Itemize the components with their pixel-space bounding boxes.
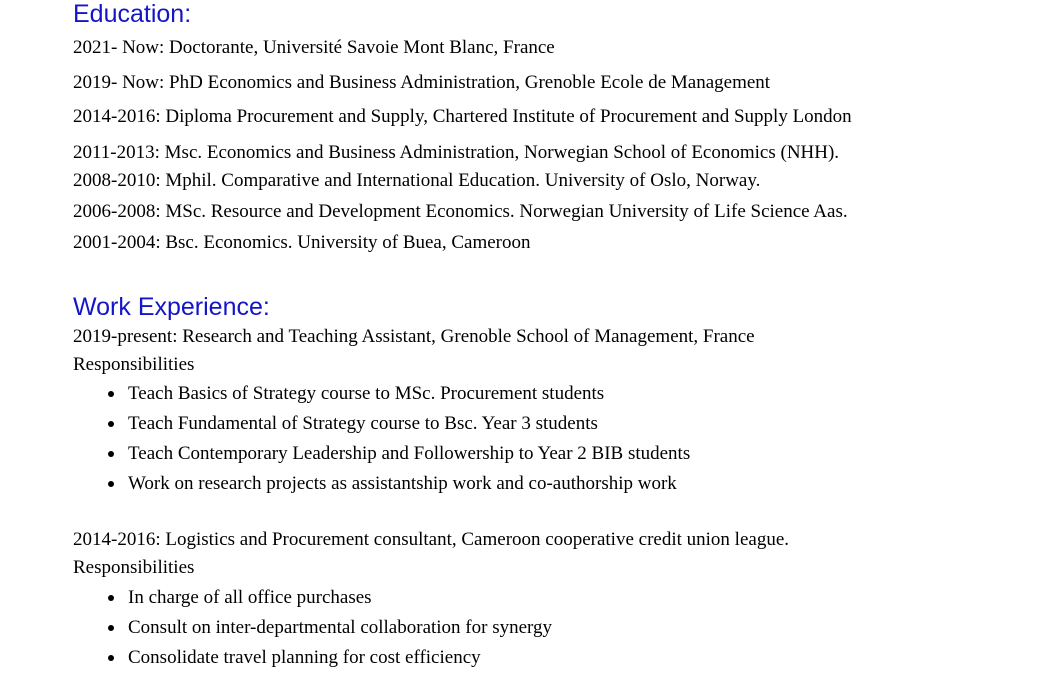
work-experience-heading: Work Experience:	[73, 293, 270, 321]
education-entry: 2021- Now: Doctorante, Université Savoie Mont Blanc, France	[73, 37, 555, 58]
list-item: Teach Fundamental of Strategy course to Bsc. Year 3 students	[128, 413, 598, 434]
education-entry: 2011-2013: Msc. Economics and Business Administration, Norwegian School of Economics (NHH).	[73, 142, 840, 163]
responsibilities-label: Responsibilities	[73, 354, 195, 375]
education-entry: 2019- Now: PhD Economics and Business Administration, Grenoble Ecole de Management	[73, 72, 771, 93]
list-item: Teach Basics of Strategy course to MSc. Procurement students	[128, 383, 605, 404]
job-title: 2014-2016: Logistics and Procurement consultant, Cameroon cooperative credit union league.	[73, 529, 789, 550]
list-item: Teach Contemporary Leadership and Followership to Year 2 BIB students	[128, 443, 691, 464]
education-entry: 2001-2004: Bsc. Economics. University of Buea, Cameroon	[73, 232, 531, 253]
list-item: Work on research projects as assistantship work and co-authorship work	[128, 473, 677, 494]
education-entry: 2008-2010: Mphil. Comparative and International Education. University of Oslo, Norway.	[73, 170, 761, 191]
responsibilities-label: Responsibilities	[73, 557, 195, 578]
education-entry: 2014-2016: Diploma Procurement and Supply, Chartered Institute of Procurement and Supply London	[73, 106, 852, 127]
list-item: In charge of all office purchases	[128, 587, 372, 608]
list-item: Consolidate travel planning for cost efficiency	[128, 647, 481, 668]
education-entry: 2006-2008: MSc. Resource and Development Economics. Norwegian University of Life Science Aas.	[73, 201, 848, 222]
list-item: Consult on inter-departmental collaboration for synergy	[128, 617, 553, 638]
education-heading: Education:	[73, 0, 192, 28]
job-title: 2019-present: Research and Teaching Assistant, Grenoble School of Management, France	[73, 326, 755, 347]
